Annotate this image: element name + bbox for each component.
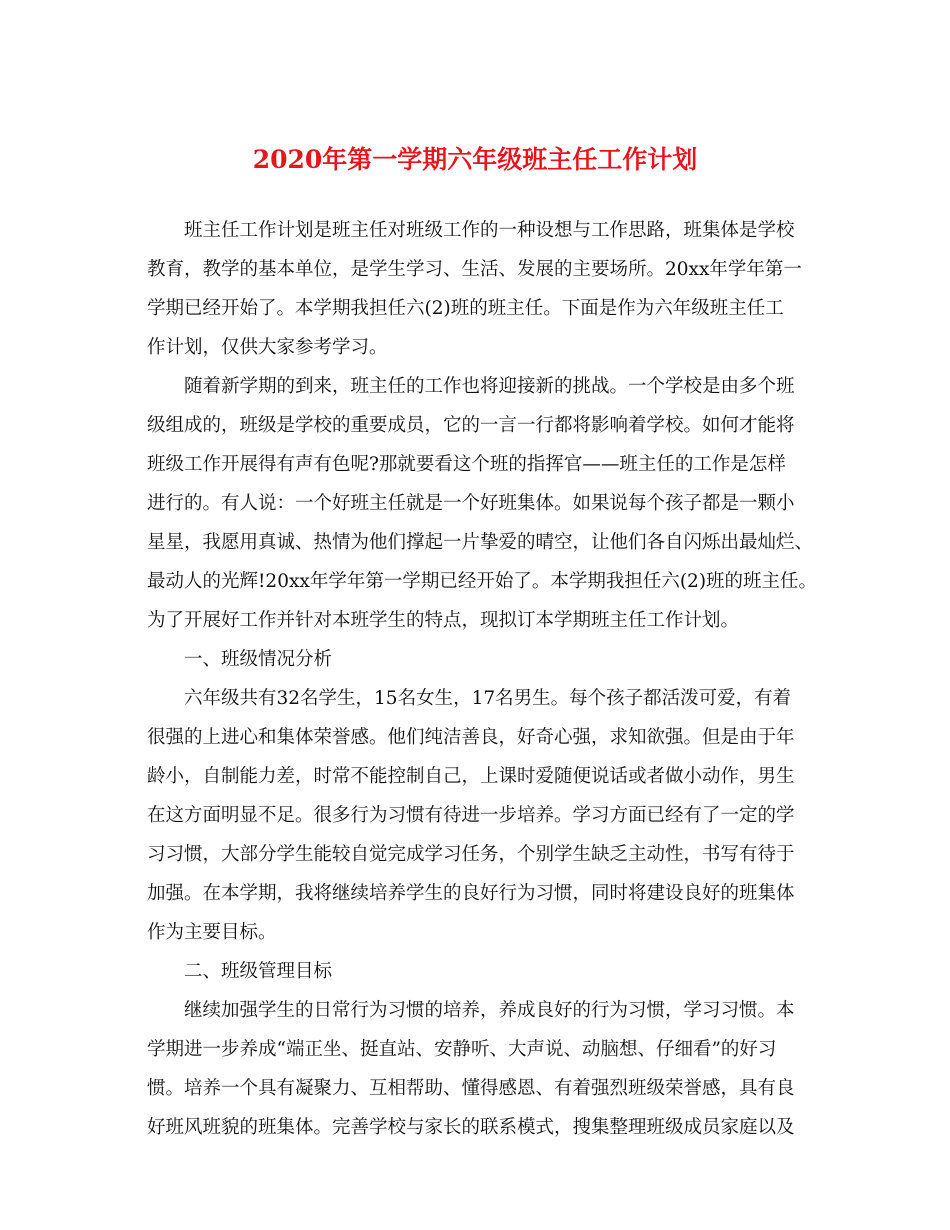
paragraph-line: 在这方面明显不足。很多行为习惯有待进一步培养。学习方面已经有了一定的学 <box>147 805 795 826</box>
paragraph-line: 班级工作开展得有声有色呢?那就要看这个班的指挥官——班主任的工作是怎样 <box>147 454 786 475</box>
paragraph-line: 班主任工作计划是班主任对班级工作的一种设想与工作思路，班集体是学校 <box>184 220 795 241</box>
paragraph-line: 习习惯，大部分学生能较自觉完成学习任务，个别学生缺乏主动性，书写有待于 <box>147 844 795 865</box>
paragraph-line: 学期进一步养成“端正坐、挺直站、安静听、大声说、动脑想、仔细看”的好习 <box>147 1039 777 1060</box>
paragraph-line: 惯。培养一个具有凝聚力、互相帮助、懂得感恩、有着强烈班级荣誉感，具有良 <box>147 1078 795 1099</box>
document-title: 2020年第一学期六年级班主任工作计划 <box>252 145 698 174</box>
paragraph-line: 继续加强学生的日常行为习惯的培养，养成良好的行为习惯，学习习惯。本 <box>184 1000 795 1021</box>
paragraph-line: 进行的。有人说：一个好班主任就是一个好班集体。如果说每个孩子都是一颗小 <box>147 493 795 514</box>
paragraph-line: 加强。在本学期，我将继续培养学生的良好行为习惯，同时将建设良好的班集体 <box>147 883 795 904</box>
paragraph-line: 很强的上进心和集体荣誉感。他们纯洁善良，好奇心强，求知欲强。但是由于年 <box>147 727 795 748</box>
paragraph-line: 随着新学期的到来，班主任的工作也将迎接新的挑战。一个学校是由多个班 <box>184 376 795 397</box>
paragraph-line: 作为主要目标。 <box>147 922 277 943</box>
paragraph-line: 教育，教学的基本单位，是学生学习、生活、发展的主要场所。20xx年学年第一 <box>147 259 802 280</box>
paragraph-line: 好班风班貌的班集体。完善学校与家长的联系模式，搜集整理班级成员家庭以及 <box>147 1117 795 1138</box>
paragraph-line: 龄小，自制能力差，时常不能控制自己，上课时爱随便说话或者做小动作，男生 <box>147 766 795 787</box>
section-heading: 二、班级管理目标 <box>184 961 333 982</box>
paragraph-line: 六年级共有32名学生，15名女生，17名男生。每个孩子都活泼可爱，有着 <box>184 688 792 709</box>
section-heading: 一、班级情况分析 <box>184 649 333 670</box>
paragraph-line: 级组成的，班级是学校的重要成员，它的一言一行都将影响着学校。如何才能将 <box>147 415 795 436</box>
paragraph-line: 学期已经开始了。本学期我担任六(2)班的班主任。下面是作为六年级班主任工 <box>147 298 784 319</box>
paragraph-line: 作计划，仅供大家参考学习。 <box>147 337 388 358</box>
paragraph-line: 为了开展好工作并针对本班学生的特点，现拟订本学期班主任工作计划。 <box>147 610 740 631</box>
paragraph-line: 最动人的光辉!20xx年学年第一学期已经开始了。本学期我担任六(2)班的班主任。 <box>147 571 818 592</box>
paragraph-line: 星星，我愿用真诚、热情为他们撑起一片挚爱的晴空，让他们各自闪烁出最灿烂、 <box>147 532 814 553</box>
